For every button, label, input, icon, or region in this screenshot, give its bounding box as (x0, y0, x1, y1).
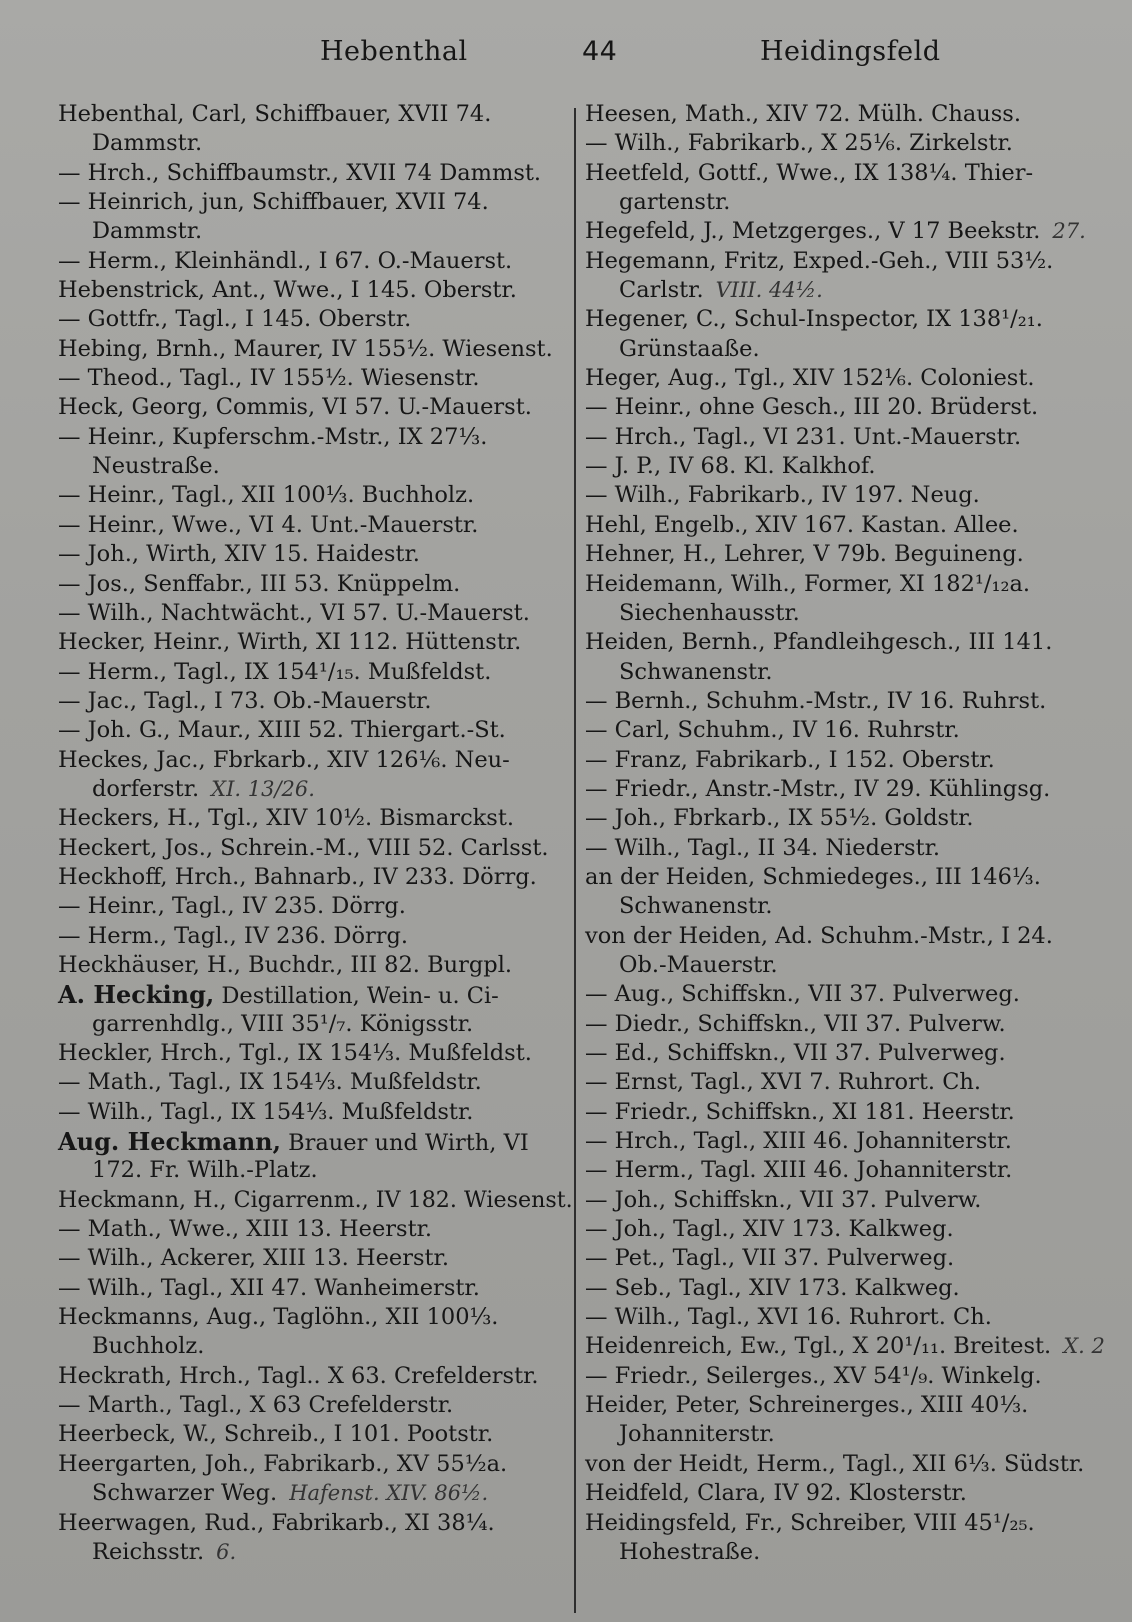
header-last-entry: Heidingsfeld (760, 36, 941, 67)
directory-entry-line (58, 1362, 573, 1391)
entry-text: an der Heiden, Schmiedeges., III 146⅓. (585, 863, 1041, 890)
directory-entry-line (58, 305, 573, 334)
directory-entry-line (58, 1303, 573, 1332)
directory-entry-line (58, 687, 573, 716)
directory-entry-line (58, 481, 573, 510)
directory-entry-line (58, 247, 573, 276)
directory-entry-line (58, 540, 573, 569)
entry-text: Hegefeld, J., Metzgerges., V 17 Beekstr. (585, 218, 1041, 245)
directory-entry-line (585, 305, 1115, 334)
entry-text: Hebing, Brnh., Maurer, IV 155½. Wiesenst. (58, 335, 553, 362)
directory-entry-line (585, 217, 1115, 246)
directory-entry-line (585, 129, 1115, 158)
entry-text: — Hrch., Schiffbaumstr., XVII 74 Dammst. (58, 159, 542, 186)
directory-entry-line (58, 1420, 573, 1449)
entry-text: — Heinr., Kupferschm.-Mstr., IX 27⅓. (58, 423, 488, 450)
entry-text: Heergarten, Joh., Fabrikarb., XV 55½a. (58, 1450, 508, 1477)
handwritten-note: X. 2 (1063, 1334, 1105, 1359)
entry-continuation-line (58, 129, 573, 158)
entry-continuation-line (58, 1479, 573, 1508)
entry-text: — Heinr., Wwe., VI 4. Unt.-Mauerstr. (58, 511, 479, 538)
entry-text: Heidenreich, Ew., Tgl., X 20¹/₁₁. Breitest. (585, 1333, 1052, 1360)
handwritten-note: 27. (1052, 219, 1086, 244)
directory-entry-line (585, 1010, 1115, 1039)
directory-entry-line (585, 922, 1115, 951)
directory-entry-line (58, 335, 573, 364)
entry-text: — Pet., Tagl., VII 37. Pulverweg. (585, 1245, 955, 1272)
directory-entry-line (58, 628, 573, 657)
entry-text: — Joh., Wirth, XIV 15. Haidestr. (58, 541, 420, 568)
advertiser-name: Aug. Heckmann, (58, 1127, 281, 1157)
entry-continuation-line (585, 335, 1115, 364)
directory-entry-line (585, 1332, 1115, 1361)
entry-text: — Wilh., Nachtwächt., VI 57. U.-Mauerst. (58, 599, 530, 626)
entry-text: — Herm., Tagl., IX 154¹/₁₅. Mußfeldst. (58, 658, 492, 685)
entry-text: Hegemann, Fritz, Exped.-Geh., VIII 53½. (585, 247, 1054, 274)
entry-text: Buchholz. (92, 1333, 205, 1360)
directory-entry-line (585, 804, 1115, 833)
entry-text: Hecker, Heinr., Wirth, XI 112. Hüttenstr. (58, 629, 522, 656)
entry-text: Neustraße. (92, 453, 220, 480)
entry-text: — Jos., Senffabr., III 53. Knüppelm. (58, 570, 461, 597)
entry-text: Heidemann, Wilh., Former, XI 182¹/₁₂a. (585, 570, 1031, 597)
entry-text: — Wilh., Tagl., IX 154⅓. Mußfeldstr. (58, 1098, 474, 1125)
entry-continuation-line (585, 599, 1115, 628)
directory-entry-line (585, 423, 1115, 452)
directory-entry-line (58, 716, 573, 745)
entry-continuation-line (585, 658, 1115, 687)
entry-text: Heidingsfeld, Fr., Schreiber, VIII 45¹/₂₅. (585, 1509, 1035, 1536)
entry-text: — Heinr., Tagl., XII 100⅓. Buchholz. (58, 482, 475, 509)
entry-text: Heger, Aug., Tgl., XIV 152⅙. Coloniest. (585, 365, 1035, 392)
entry-continuation-line (58, 452, 573, 481)
directory-entry-line (585, 1039, 1115, 1068)
header-first-entry: Hebenthal (320, 36, 468, 67)
directory-entry-line (585, 1303, 1115, 1332)
entry-text: — Wilh., Fabrikarb., IV 197. Neug. (585, 482, 980, 509)
entry-continuation-line (585, 276, 1115, 305)
entry-text: Destillation, Wein- u. Ci- (214, 983, 499, 1010)
directory-entry-line (58, 1391, 573, 1420)
directory-entry-line (585, 1274, 1115, 1303)
directory-entry-line (58, 188, 573, 217)
directory-entry-line (58, 423, 573, 452)
entry-text: — Herm., Kleinhändl., I 67. O.-Mauerst. (58, 247, 513, 274)
entry-text: — Math., Wwe., XIII 13. Heerstr. (58, 1216, 433, 1243)
advertiser-name: A. Hecking, (58, 980, 215, 1010)
entry-text: Heckers, H., Tgl., XIV 10½. Bismarckst. (58, 805, 515, 832)
directory-entry-line (58, 746, 573, 775)
page-header (0, 36, 1132, 80)
directory-entry-line (585, 1362, 1115, 1391)
directory-entry-line (585, 1244, 1115, 1273)
entry-text: garrenhdlg., VIII 35¹/₇. Königsstr. (92, 1010, 474, 1037)
directory-entry-line (58, 276, 573, 305)
directory-entry-line (58, 599, 573, 628)
entry-text: — Theod., Tagl., IV 155½. Wiesenstr. (58, 365, 480, 392)
entry-text: — Marth., Tagl., X 63 Crefelderstr. (58, 1392, 454, 1419)
entry-text: — Aug., Schiffskn., VII 37. Pulverweg. (585, 981, 1020, 1008)
entry-text: — Diedr., Schiffskn., VII 37. Pulverw. (585, 1010, 1006, 1037)
directory-entry-line (585, 863, 1115, 892)
entry-text: Reichsstr. (92, 1538, 205, 1565)
entry-text: — Herm., Tagl., IV 236. Dörrg. (58, 922, 409, 949)
entry-text: — Friedr., Schiffskn., XI 181. Heerstr. (585, 1098, 1015, 1125)
entry-text: — Joh., Fbrkarb., IX 55½. Goldstr. (585, 805, 974, 832)
entry-text: Hohestraße. (619, 1538, 761, 1565)
directory-entry-line (58, 1186, 573, 1215)
entry-continuation-line (58, 1156, 573, 1185)
directory-entry-line (58, 159, 573, 188)
directory-entry-line (585, 540, 1115, 569)
entry-text: Heckhoff, Hrch., Bahnarb., IV 233. Dörrg. (58, 863, 537, 890)
entry-continuation-line (58, 1332, 573, 1361)
entry-text: Brauer und Wirth, VI (280, 1130, 529, 1157)
entry-text: — Carl, Schuhm., IV 16. Ruhrstr. (585, 717, 960, 744)
entry-text: Hebenthal, Carl, Schiffbauer, XVII 74. (58, 101, 492, 127)
entry-text: — Ernst, Tagl., XVI 7. Ruhrort. Ch. (585, 1069, 982, 1096)
entry-text: Grünstaaße. (619, 335, 760, 362)
entry-text: Heerwagen, Rud., Fabrikarb., XI 38¼. (58, 1509, 495, 1536)
directory-entry-line (58, 1039, 573, 1068)
directory-entry-line (585, 716, 1115, 745)
directory-entry-line (585, 1509, 1115, 1538)
entry-continuation-line (58, 1538, 573, 1567)
directory-entry-line (585, 834, 1115, 863)
entry-text: Heesen, Math., XIV 72. Mülh. Chauss. (585, 101, 1021, 127)
entry-text: — Hrch., Tagl., XIII 46. Johanniterstr. (585, 1128, 1012, 1155)
entry-continuation-line (585, 188, 1115, 217)
entry-text: Heckes, Jac., Fbrkarb., XIV 126⅙. Neu- (58, 746, 510, 773)
directory-entry-line (585, 1186, 1115, 1215)
directory-entry-line (585, 393, 1115, 422)
entry-text: Hehner, H., Lehrer, V 79b. Beguineng. (585, 541, 1024, 568)
directory-entry-line (58, 1274, 573, 1303)
entry-text: Johanniterstr. (619, 1421, 775, 1448)
entry-text: Hegener, C., Schul-Inspector, IX 138¹/₂₁. (585, 306, 1043, 333)
directory-entry-line (585, 1127, 1115, 1156)
entry-text: Hehl, Engelb., XIV 167. Kastan. Allee. (585, 511, 1019, 538)
entry-text: — Bernh., Schuhm.-Mstr., IV 16. Ruhrst. (585, 687, 1047, 714)
right-column (585, 100, 1115, 1567)
entry-continuation-line (585, 1538, 1115, 1567)
directory-entry-line (585, 570, 1115, 599)
entry-continuation-line (585, 1420, 1115, 1449)
handwritten-note: Hafenst. XIV. 86½. (289, 1481, 489, 1506)
entry-text: von der Heiden, Ad. Schuhm.-Mstr., I 24. (585, 922, 1053, 949)
entry-text: von der Heidt, Herm., Tagl., XII 6⅓. Südstr. (585, 1450, 1085, 1477)
entry-text: Heck, Georg, Commis, VI 57. U.-Mauerst. (58, 394, 532, 421)
directory-entry-line (58, 863, 573, 892)
directory-entry-line (58, 658, 573, 687)
entry-continuation-line (585, 892, 1115, 921)
entry-continuation-line (58, 775, 573, 804)
column-divider (574, 108, 576, 1613)
entry-text: — Math., Tagl., IX 154⅓. Mußfeldstr. (58, 1069, 482, 1096)
directory-entry-line (58, 1244, 573, 1273)
entry-text: Heckhäuser, H., Buchdr., III 82. Burgpl. (58, 951, 513, 978)
directory-entry-line (585, 1068, 1115, 1097)
directory-entry-line (585, 247, 1115, 276)
entry-text: Schwanenstr. (619, 658, 773, 685)
entry-text: Heckert, Jos., Schrein.-M., VIII 52. Carlsst. (58, 834, 549, 861)
entry-continuation-line (585, 951, 1115, 980)
directory-entry-line (58, 393, 573, 422)
entry-text: — Heinr., ohne Gesch., III 20. Brüderst. (585, 394, 1039, 421)
entry-text: Dammstr. (92, 218, 203, 245)
entry-text: — J. P., IV 68. Kl. Kalkhof. (585, 453, 876, 480)
entry-text: Heerbeck, W., Schreib., I 101. Pootstr. (58, 1421, 494, 1448)
entry-text: — Hrch., Tagl., VI 231. Unt.-Mauerstr. (585, 423, 1022, 450)
entry-continuation-line (58, 1010, 573, 1039)
directory-entry-line (58, 951, 573, 980)
directory-entry-line (585, 628, 1115, 657)
entry-text: — Wilh., Tagl., XVI 16. Ruhrort. Ch. (585, 1304, 992, 1331)
entry-text: — Jac., Tagl., I 73. Ob.-Mauerstr. (58, 687, 432, 714)
directory-entry-line (58, 1127, 573, 1156)
handwritten-note: XI. 13/26. (211, 776, 315, 801)
directory-entry-line (58, 980, 573, 1009)
directory-entry-line (585, 364, 1115, 393)
entry-text: Heckrath, Hrch., Tagl.. X 63. Crefelderstr. (58, 1362, 539, 1389)
entry-text: — Joh., Schiffskn., VII 37. Pulverw. (585, 1186, 982, 1213)
directory-entry-line (585, 1450, 1115, 1479)
directory-entry-line (585, 1156, 1115, 1185)
directory-entry-line (585, 1215, 1115, 1244)
entry-text: Heidfeld, Clara, IV 92. Klosterstr. (585, 1480, 967, 1507)
directory-entry-line (58, 892, 573, 921)
entry-text: Heider, Peter, Schreinerges., XIII 40⅓. (585, 1392, 1029, 1419)
directory-entry-line (58, 1098, 573, 1127)
entry-text: Heiden, Bernh., Pfandleihgesch., III 141. (585, 629, 1053, 656)
entry-text: — Joh. G., Maur., XIII 52. Thiergart.-St. (58, 717, 506, 744)
directory-entry-line (585, 100, 1115, 129)
entry-text: Hebenstrick, Ant., Wwe., I 145. Oberstr. (58, 277, 517, 304)
entry-text: — Wilh., Fabrikarb., X 25⅙. Zirkelstr. (585, 130, 1013, 157)
directory-entry-line (58, 922, 573, 951)
entry-text: — Joh., Tagl., XIV 173. Kalkweg. (585, 1216, 954, 1243)
entry-text: — Wilh., Tagl., II 34. Niederstr. (585, 834, 941, 861)
entry-text: Heckmann, H., Cigarrenm., IV 182. Wiesenst. (58, 1186, 573, 1213)
entry-text: Heckmanns, Aug., Taglöhn., XII 100⅓. (58, 1304, 499, 1331)
directory-entry-line (585, 775, 1115, 804)
directory-entry-line (585, 1098, 1115, 1127)
directory-entry-line (58, 364, 573, 393)
entry-text: — Friedr., Anstr.-Mstr., IV 29. Kühlingsg. (585, 775, 1051, 802)
entry-text: gartenstr. (619, 189, 731, 216)
entry-text: 172. Fr. Wilh.-Platz. (92, 1157, 318, 1184)
directory-entry-line (58, 1509, 573, 1538)
entry-text: Carlstr. (619, 277, 704, 304)
entry-text: — Wilh., Ackerer, XIII 13. Heerstr. (58, 1245, 449, 1272)
entry-text: Dammstr. (92, 130, 203, 157)
directory-entry-line (585, 452, 1115, 481)
directory-entry-line (585, 746, 1115, 775)
entry-text: Ob.-Mauerstr. (619, 951, 778, 978)
page-number: 44 (582, 36, 618, 67)
entry-text: Heckler, Hrch., Tgl., IX 154⅓. Mußfeldst. (58, 1040, 532, 1066)
entry-text: — Friedr., Seilerges., XV 54¹/₉. Winkelg. (585, 1362, 1042, 1389)
entry-text: Heetfeld, Gottf., Wwe., IX 138¼. Thier- (585, 159, 1034, 186)
directory-entry-line (58, 570, 573, 599)
directory-entry-line (585, 980, 1115, 1009)
handwritten-note: VIII. 44½. (715, 278, 823, 303)
directory-entry-line (58, 511, 573, 540)
directory-entry-line (58, 1215, 573, 1244)
directory-entry-line (58, 1068, 573, 1097)
directory-entry-line (585, 1391, 1115, 1420)
entry-text: Schwanenstr. (619, 893, 773, 920)
directory-entry-line (585, 1479, 1115, 1508)
directory-entry-line (585, 159, 1115, 188)
entry-text: — Heinrich, jun, Schiffbauer, XVII 74. (58, 189, 489, 216)
left-column (58, 100, 573, 1567)
entry-text: — Ed., Schiffskn., VII 37. Pulverweg. (585, 1040, 1006, 1066)
entry-continuation-line (58, 217, 573, 246)
entry-text: dorferstr. (92, 775, 200, 802)
entry-text: — Seb., Tagl., XIV 173. Kalkweg. (585, 1274, 960, 1301)
entry-text: — Gottfr., Tagl., I 145. Oberstr. (58, 306, 412, 333)
handwritten-note: 6. (216, 1539, 237, 1564)
entry-text: — Herm., Tagl. XIII 46. Johanniterstr. (585, 1157, 1013, 1184)
entry-text: — Franz, Fabrikarb., I 152. Oberstr. (585, 746, 995, 773)
entry-text: Siechenhausstr. (619, 599, 800, 626)
directory-entry-line (585, 481, 1115, 510)
directory-entry-line (585, 511, 1115, 540)
entry-text: — Wilh., Tagl., XII 47. Wanheimerstr. (58, 1274, 480, 1301)
entry-text: — Heinr., Tagl., IV 235. Dörrg. (58, 893, 406, 920)
directory-entry-line (58, 804, 573, 833)
directory-entry-line (58, 834, 573, 863)
directory-entry-line (585, 687, 1115, 716)
directory-entry-line (58, 1450, 573, 1479)
directory-entry-line (58, 100, 573, 129)
entry-text: Schwarzer Weg. (92, 1480, 278, 1507)
